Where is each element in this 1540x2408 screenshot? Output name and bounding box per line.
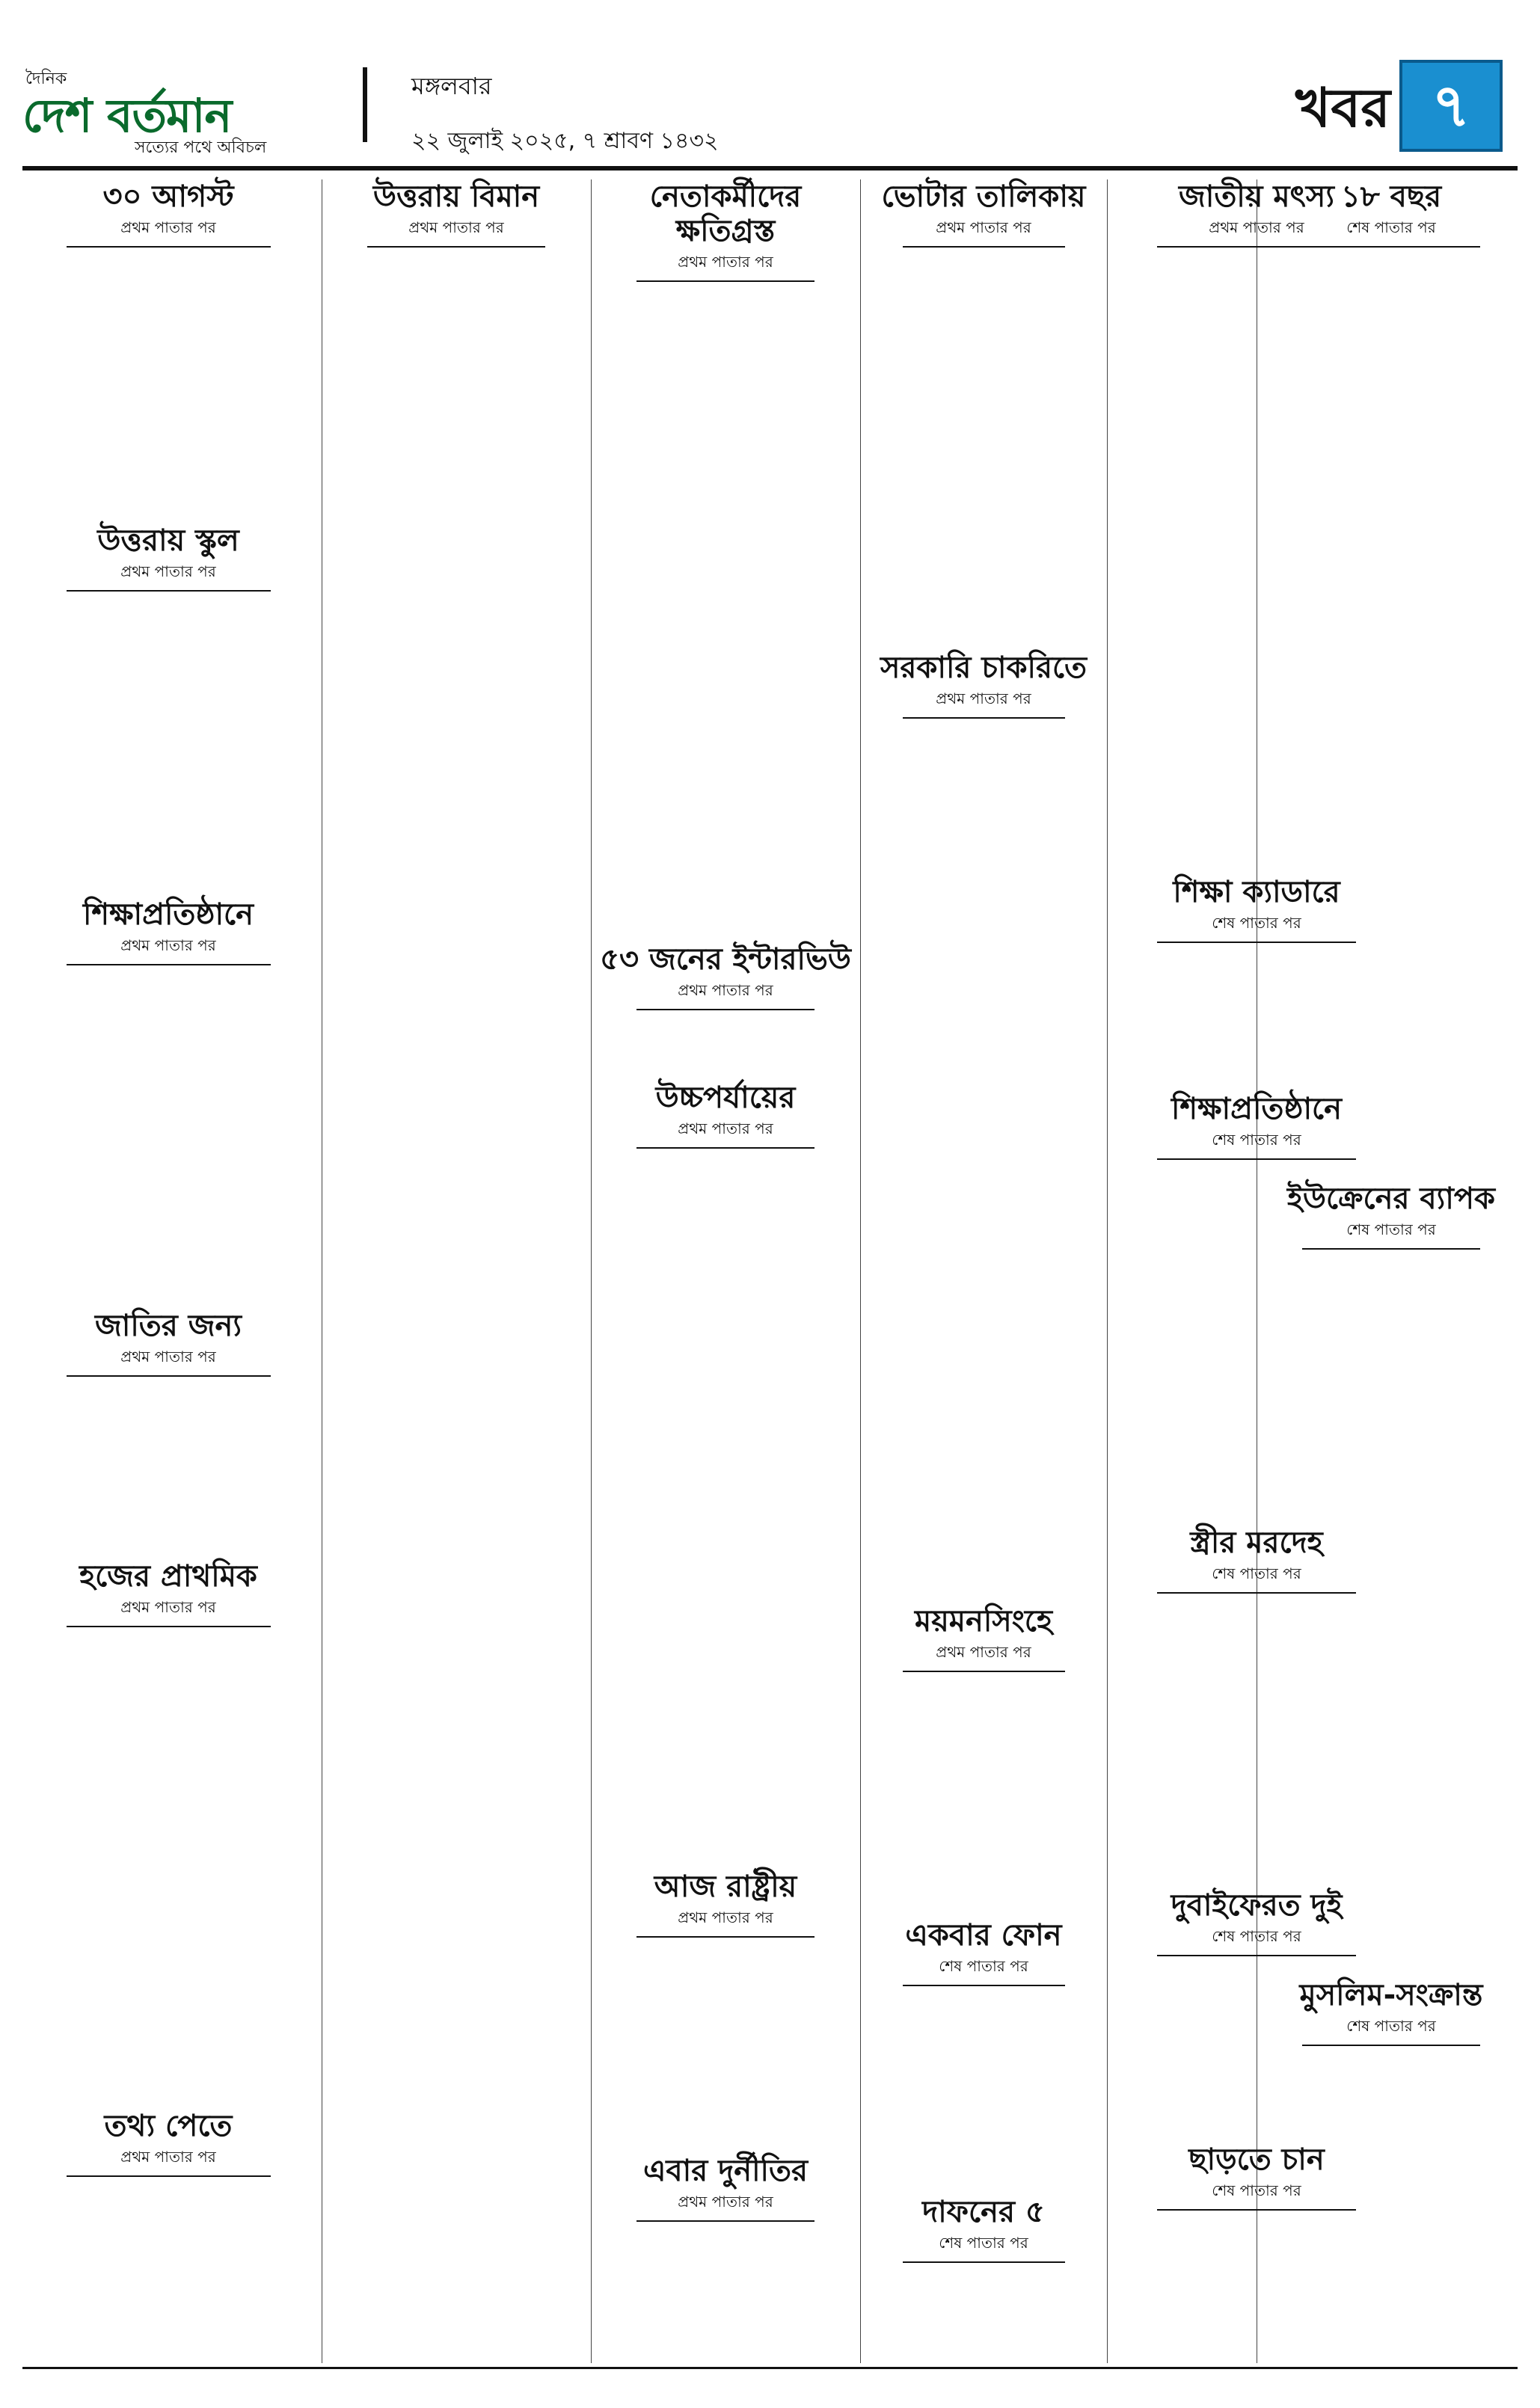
continued-label: প্রথম পাতার পর	[120, 218, 216, 236]
heading-rule	[1157, 1955, 1356, 1956]
article-title: জাতির জন্য	[94, 1309, 242, 1343]
article-heading	[868, 1918, 1099, 1986]
heading-rule	[636, 280, 815, 282]
continued-label: শেষ পাতার পর	[939, 1957, 1028, 1975]
article-heading	[22, 1559, 314, 1627]
article-heading	[1114, 1526, 1399, 1594]
article-title: তথ্য পেতে	[104, 2109, 233, 2143]
article-title: উত্তরায় বিমান	[372, 179, 540, 214]
continued-label: প্রথম পাতার পর	[678, 1119, 773, 1137]
continued-label: প্রথম পাতার পর	[678, 1908, 773, 1926]
article-heading	[329, 179, 583, 248]
article-title: উচ্চপর্যায়ের	[655, 1081, 796, 1115]
section-title: খবর	[1295, 76, 1390, 139]
article-heading	[1264, 179, 1518, 248]
heading-rule	[1302, 246, 1480, 248]
article-heading	[22, 1309, 314, 1377]
article-title: এবার দুর্নীতির	[642, 2154, 808, 2188]
article-title: ভোটার তালিকায়	[881, 179, 1086, 214]
article-heading	[22, 897, 314, 965]
date: ২২ জুলাই ২০২৫, ৭ শ্রাবণ ১৪৩২	[411, 128, 719, 154]
continued-label: প্রথম পাতার পর	[120, 562, 216, 580]
heading-rule	[1157, 942, 1356, 943]
article-heading	[868, 651, 1099, 719]
logo-tagline: সত্যের পথে অবিচল	[135, 138, 267, 157]
date-block	[411, 67, 719, 161]
heading-rule	[636, 1936, 815, 1938]
article-heading	[1114, 2143, 1399, 2211]
heading-rule	[1157, 1592, 1356, 1594]
article-title: ময়মনসিংহে	[914, 1604, 1053, 1638]
masthead	[22, 52, 1518, 157]
article-heading	[598, 1081, 853, 1149]
continued-label: শেষ পাতার পর	[1346, 2017, 1436, 2035]
article-heading	[868, 2195, 1099, 2263]
article-heading	[598, 179, 853, 282]
continued-label: প্রথম পাতার পর	[936, 218, 1031, 236]
continued-label: শেষ পাতার পর	[1212, 914, 1301, 932]
heading-rule	[903, 717, 1065, 719]
article-heading	[22, 2109, 314, 2177]
heading-rule	[67, 964, 271, 965]
article-title: হজের প্রাথমিক	[79, 1559, 257, 1594]
article-title: শিক্ষাপ্রতিষ্ঠানে	[1171, 1092, 1343, 1126]
article-heading	[22, 179, 314, 248]
column-divider	[591, 179, 592, 2363]
article-title: একবার ফোন	[905, 1918, 1062, 1953]
article-title: ইউক্রেনের ব্যাপক	[1287, 1182, 1495, 1216]
continued-label: প্রথম পাতার পর	[936, 689, 1031, 707]
article-heading	[1264, 1978, 1518, 2046]
continued-label: শেষ পাতার পর	[1212, 2181, 1301, 2199]
continued-label: প্রথম পাতার পর	[1209, 218, 1304, 236]
continued-label: প্রথম পাতার পর	[120, 2148, 216, 2166]
article-title: উত্তরায় স্কুল	[97, 523, 239, 558]
article-heading	[598, 942, 853, 1010]
heading-rule	[1302, 1248, 1480, 1250]
newspaper-logo	[22, 66, 337, 157]
weekday: মঙ্গলবার	[411, 72, 492, 100]
article-heading	[1114, 1888, 1399, 1956]
article-title: দুবাইফেরত দুই	[1171, 1888, 1343, 1923]
logo-prefix: দৈনিক	[25, 70, 67, 88]
continued-label: শেষ পাতার পর	[1212, 1564, 1301, 1582]
article-title: মুসলিম-সংক্রান্ত	[1299, 1978, 1483, 2012]
heading-rule	[367, 246, 545, 248]
continued-label: প্রথম পাতার পর	[936, 1643, 1031, 1661]
article-heading	[1114, 875, 1399, 943]
header-rule	[22, 166, 1518, 171]
heading-rule	[67, 1375, 271, 1377]
heading-rule	[903, 1985, 1065, 1986]
heading-rule	[1157, 2209, 1356, 2211]
continued-label: প্রথম পাতার পর	[408, 218, 504, 236]
heading-rule	[67, 2175, 271, 2177]
continued-label: প্রথম পাতার পর	[120, 1598, 216, 1616]
article-title: ১৮ বছর	[1340, 179, 1442, 214]
article-title: ৫৩ জনের ইন্টারভিউ	[600, 942, 851, 977]
heading-rule	[903, 246, 1065, 248]
footer-rule	[22, 2367, 1518, 2369]
continued-label: প্রথম পাতার পর	[678, 253, 773, 271]
heading-rule	[67, 1626, 271, 1627]
article-heading	[1114, 1092, 1399, 1160]
article-title: আজ রাষ্ট্রীয়	[654, 1870, 797, 1904]
article-heading	[598, 1870, 853, 1938]
continued-label: শেষ পাতার পর	[1212, 1927, 1301, 1945]
heading-rule	[636, 2220, 815, 2222]
continued-label: প্রথম পাতার পর	[678, 981, 773, 999]
logo-name: দেশ বর্তমান	[22, 88, 232, 143]
article-title: নেতাকর্মীদের ক্ষতিগ্রস্ত	[649, 179, 802, 248]
column-divider	[860, 179, 861, 2363]
heading-rule	[67, 246, 271, 248]
heading-rule	[636, 1009, 815, 1010]
heading-rule	[903, 2261, 1065, 2263]
continued-label: শেষ পাতার পর	[1346, 218, 1436, 236]
masthead-divider	[363, 67, 367, 142]
article-heading	[868, 1604, 1099, 1672]
page-number: ৭	[1399, 60, 1503, 152]
heading-rule	[903, 1671, 1065, 1672]
article-heading	[868, 179, 1099, 248]
article-title: ৩০ আগস্ট	[102, 179, 234, 214]
heading-rule	[1157, 1158, 1356, 1160]
heading-rule	[636, 1147, 815, 1149]
heading-rule	[67, 590, 271, 592]
article-title: ছাড়তে চান	[1188, 2143, 1325, 2177]
column-divider	[1107, 179, 1108, 2363]
continued-label: শেষ পাতার পর	[1212, 1131, 1301, 1149]
article-title: স্ত্রীর মরদেহ	[1190, 1526, 1323, 1560]
heading-rule	[1302, 2045, 1480, 2046]
article-heading	[22, 523, 314, 592]
continued-label: শেষ পাতার পর	[939, 2234, 1028, 2252]
article-heading	[598, 2154, 853, 2222]
continued-label: প্রথম পাতার পর	[120, 1348, 216, 1366]
article-title: শিক্ষাপ্রতিষ্ঠানে	[82, 897, 254, 932]
article-title: জাতীয় মৎস্য	[1179, 179, 1334, 214]
continued-label: প্রথম পাতার পর	[678, 2193, 773, 2211]
article-title: সরকারি চাকরিতে	[880, 651, 1087, 685]
article-title: দাফনের ৫	[922, 2195, 1045, 2229]
continued-label: শেষ পাতার পর	[1346, 1220, 1436, 1238]
continued-label: প্রথম পাতার পর	[120, 936, 216, 954]
article-title: শিক্ষা ক্যাডারে	[1173, 875, 1340, 909]
article-heading	[1264, 1182, 1518, 1250]
